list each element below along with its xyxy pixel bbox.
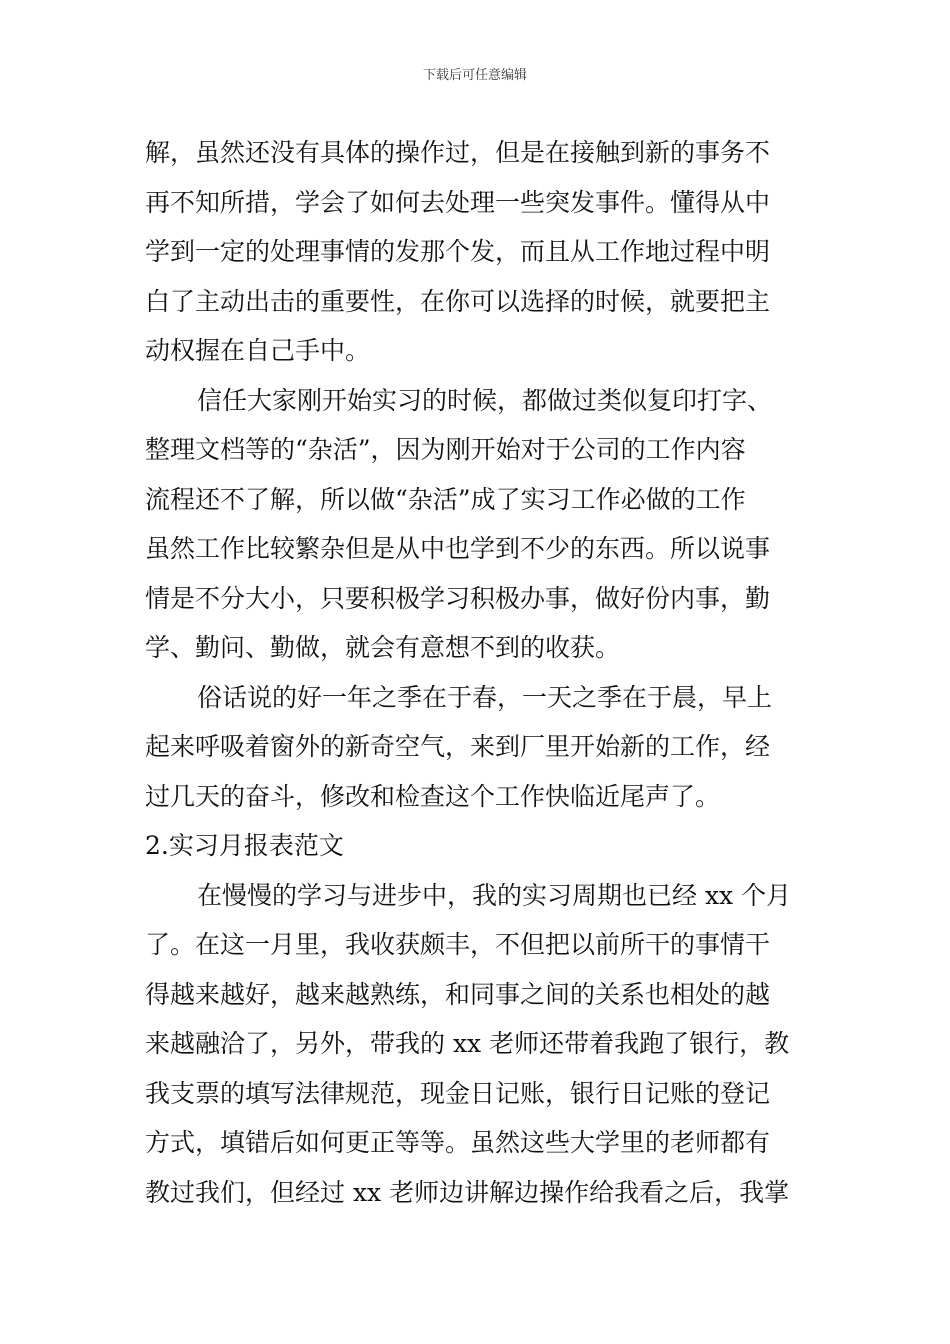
body-line: 过几天的奋斗，修改和检查这个工作快临近尾声了。 <box>145 781 721 811</box>
body-line: 再不知所措，学会了如何去处理一些突发事件。懂得从中 <box>145 187 771 217</box>
body-line: 教过我们，但经过 xx 老师边讲解边操作给我看之后，我掌 <box>145 1177 790 1207</box>
document-body <box>145 128 810 1217</box>
body-line: 方式，填错后如何更正等等。虽然这些大学里的老师都有 <box>145 1128 771 1157</box>
paragraph-first-line: 俗话说的好一年之季在于春，一天之季在于晨，早上 <box>197 682 773 712</box>
paragraph-first-line: 信任大家刚开始实习的时候，都做过类似复印打字、 <box>197 385 773 415</box>
body-line: 动权握在自己手中。 <box>145 336 371 365</box>
body-line: 虽然工作比较繁杂但是从中也学到不少的东西。所以说事 <box>145 534 771 563</box>
body-line: 流程还不了解，所以做“杂活”成了实习工作必做的工作 <box>145 484 746 514</box>
body-line: 情是不分大小，只要积极学习积极办事，做好份内事，勤 <box>145 583 771 613</box>
body-line: 了。在这一月里，我收获颇丰，不但把以前所干的事情干 <box>145 930 771 959</box>
page-header-note: 下载后可任意编辑 <box>422 68 527 83</box>
body-line: 学到一定的处理事情的发那个发，而且从工作地过程中明 <box>145 237 771 266</box>
body-line: 起来呼吸着窗外的新奇空气，来到厂里开始新的工作，经 <box>145 732 771 761</box>
body-line: 学、勤问、勤做，就会有意想不到的收获。 <box>145 633 621 662</box>
paragraph-first-line: 在慢慢的学习与进步中，我的实习周期也已经 xx 个月 <box>197 880 792 910</box>
body-line: 解，虽然还没有具体的操作过，但是在接触到新的事务不 <box>145 138 771 167</box>
body-line: 来越融洽了，另外，带我的 xx 老师还带着我跑了银行，教 <box>145 1029 790 1058</box>
body-line: 得越来越好，越来越熟练，和同事之间的关系也相处的越 <box>145 979 771 1009</box>
section-heading: 2.实习月报表范文 <box>145 831 344 860</box>
body-line: 整理文档等的“杂活”，因为刚开始对于公司的工作内容 <box>145 435 746 464</box>
body-line: 白了主动出击的重要性，在你可以选择的时候，就要把主 <box>145 286 771 316</box>
body-line: 我支票的填写法律规范，现金日记账，银行日记账的登记 <box>145 1078 771 1108</box>
